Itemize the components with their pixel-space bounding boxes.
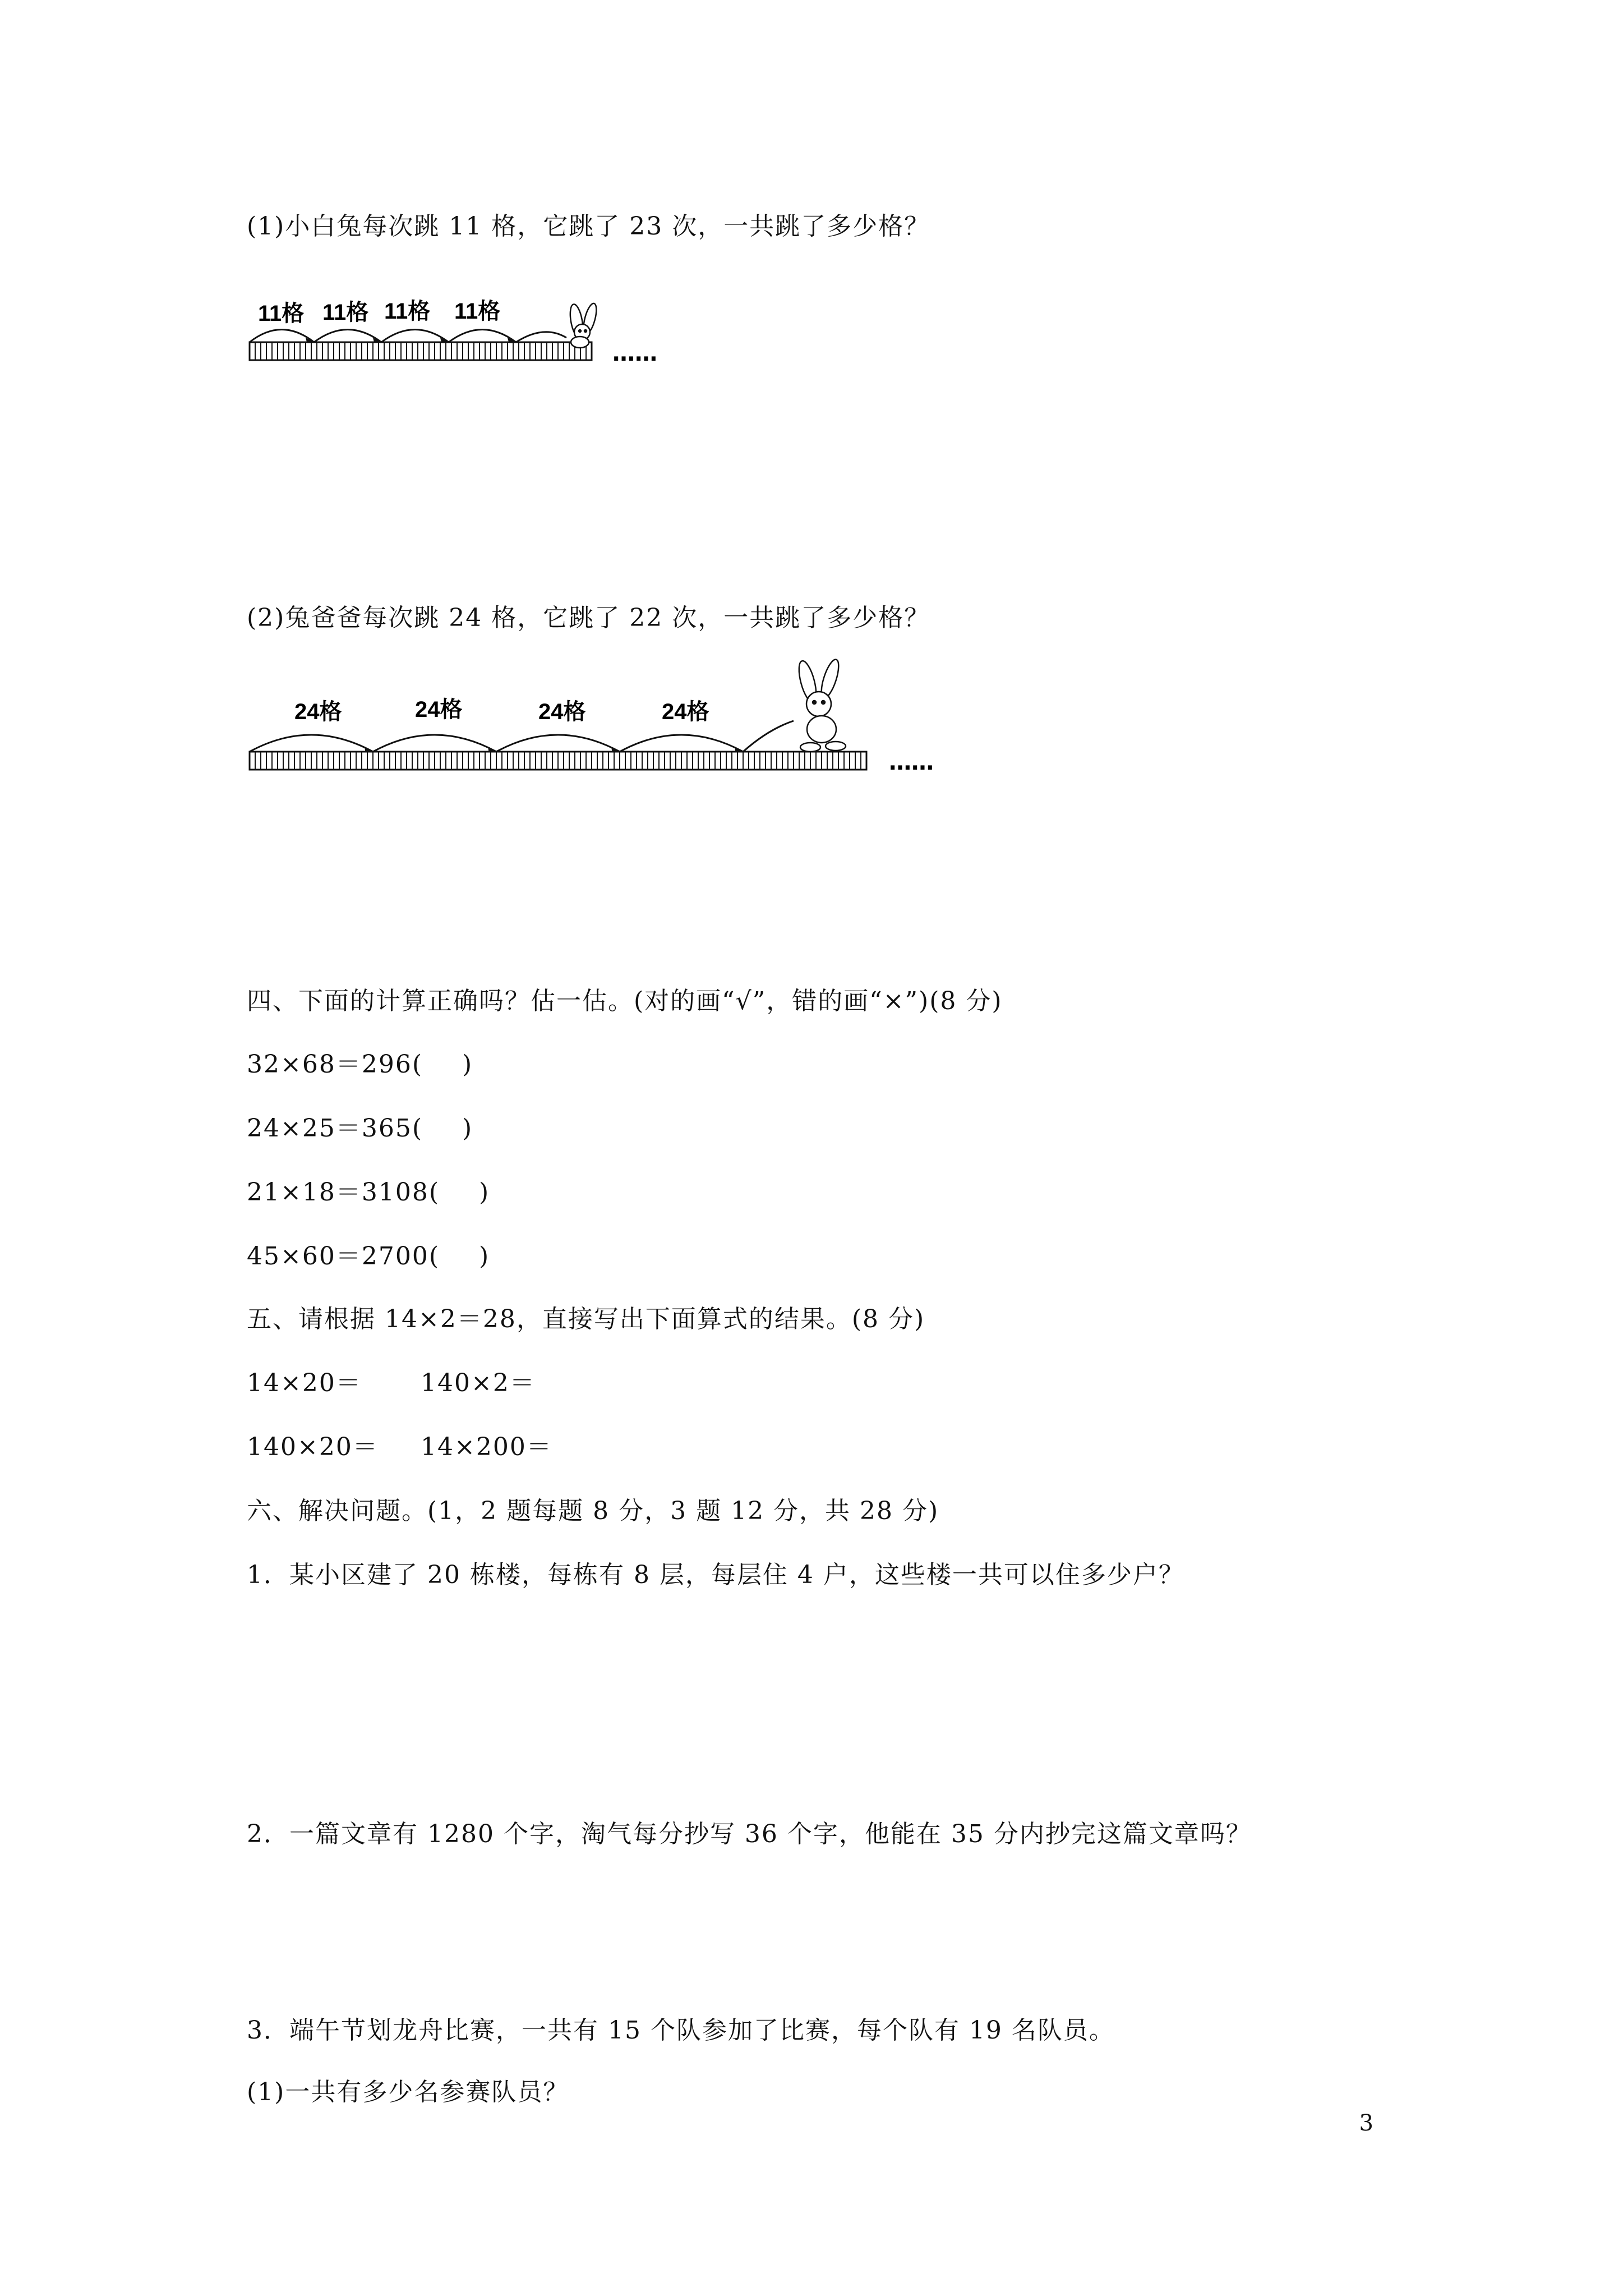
- jump-arc: [743, 721, 794, 752]
- q6-title: 六、解决问题。(1，2 题每题 8 分，3 题 12 分，共 28 分): [247, 1497, 939, 1525]
- page-number: 3: [1359, 2110, 1373, 2136]
- q5-expr: 140×20＝: [247, 1433, 379, 1461]
- jump-arc: [373, 735, 496, 752]
- q5-expr: 14×200＝: [421, 1433, 552, 1461]
- jump-arc: [250, 735, 373, 752]
- jump-arc: [620, 735, 743, 752]
- segment-label: 11格: [258, 301, 305, 326]
- q6-problem-3: 3．端午节划龙舟比赛，一共有 15 个队参加了比赛，每个队有 19 名队员。: [247, 2016, 1115, 2045]
- rabbit-jump-figure-1: [247, 286, 673, 370]
- q4-item: 24×25＝365( ): [247, 1114, 473, 1143]
- ellipsis: ……: [889, 749, 934, 775]
- q6-problem-3-sub1: (1)一共有多少名参赛队员？: [247, 2078, 569, 2106]
- ellipsis: ……: [612, 341, 657, 366]
- segment-label: 24格: [415, 697, 463, 722]
- rabbit-icon: [796, 657, 846, 752]
- jump-arc: [496, 735, 620, 752]
- jump-arc: [381, 330, 449, 343]
- segment-label: 11格: [322, 300, 369, 325]
- q3-sub2-text: (2)兔爸爸每次跳 24 格，它跳了 22 次，一共跳了多少格？: [247, 604, 930, 632]
- q6-problem-1: 1．某小区建了 20 栋楼，每栋有 8 层，每层住 4 户，这些楼一共可以住多少户？: [247, 1561, 1184, 1589]
- q4-item: 21×18＝3108( ): [247, 1178, 490, 1207]
- rabbit-jump-figure-2: [247, 651, 953, 780]
- segment-label: 24格: [294, 700, 342, 724]
- rabbit-icon: [568, 302, 599, 348]
- grid-ruler: [250, 342, 592, 360]
- jump-arc: [250, 330, 314, 343]
- q4-item: 32×68＝296( ): [247, 1050, 473, 1079]
- segment-label: 24格: [538, 700, 586, 724]
- segment-label: 11格: [454, 299, 501, 324]
- segment-label: 24格: [662, 700, 709, 724]
- q5-expr: 140×2＝: [421, 1369, 536, 1397]
- q6-problem-2: 2．一篇文章有 1280 个字，淘气每分抄写 36 个字，他能在 35 分内抄完这篇文章吗？: [247, 1820, 1252, 1848]
- segment-label: 11格: [384, 299, 431, 324]
- q4-item: 45×60＝2700( ): [247, 1242, 490, 1271]
- jump-arc: [516, 332, 566, 342]
- jump-arc: [314, 330, 381, 343]
- q5-expr: 14×20＝: [247, 1369, 362, 1397]
- jump-arc: [449, 330, 516, 343]
- q5-title: 五、请根据 14×2＝28，直接写出下面算式的结果。(8 分): [247, 1305, 925, 1333]
- q4-title: 四、下面的计算正确吗？估一估。(对的画“√”，错的画“×”)(8 分): [247, 987, 1003, 1015]
- q3-sub1-text: (1)小白兔每次跳 11 格，它跳了 23 次，一共跳了多少格？: [247, 212, 930, 241]
